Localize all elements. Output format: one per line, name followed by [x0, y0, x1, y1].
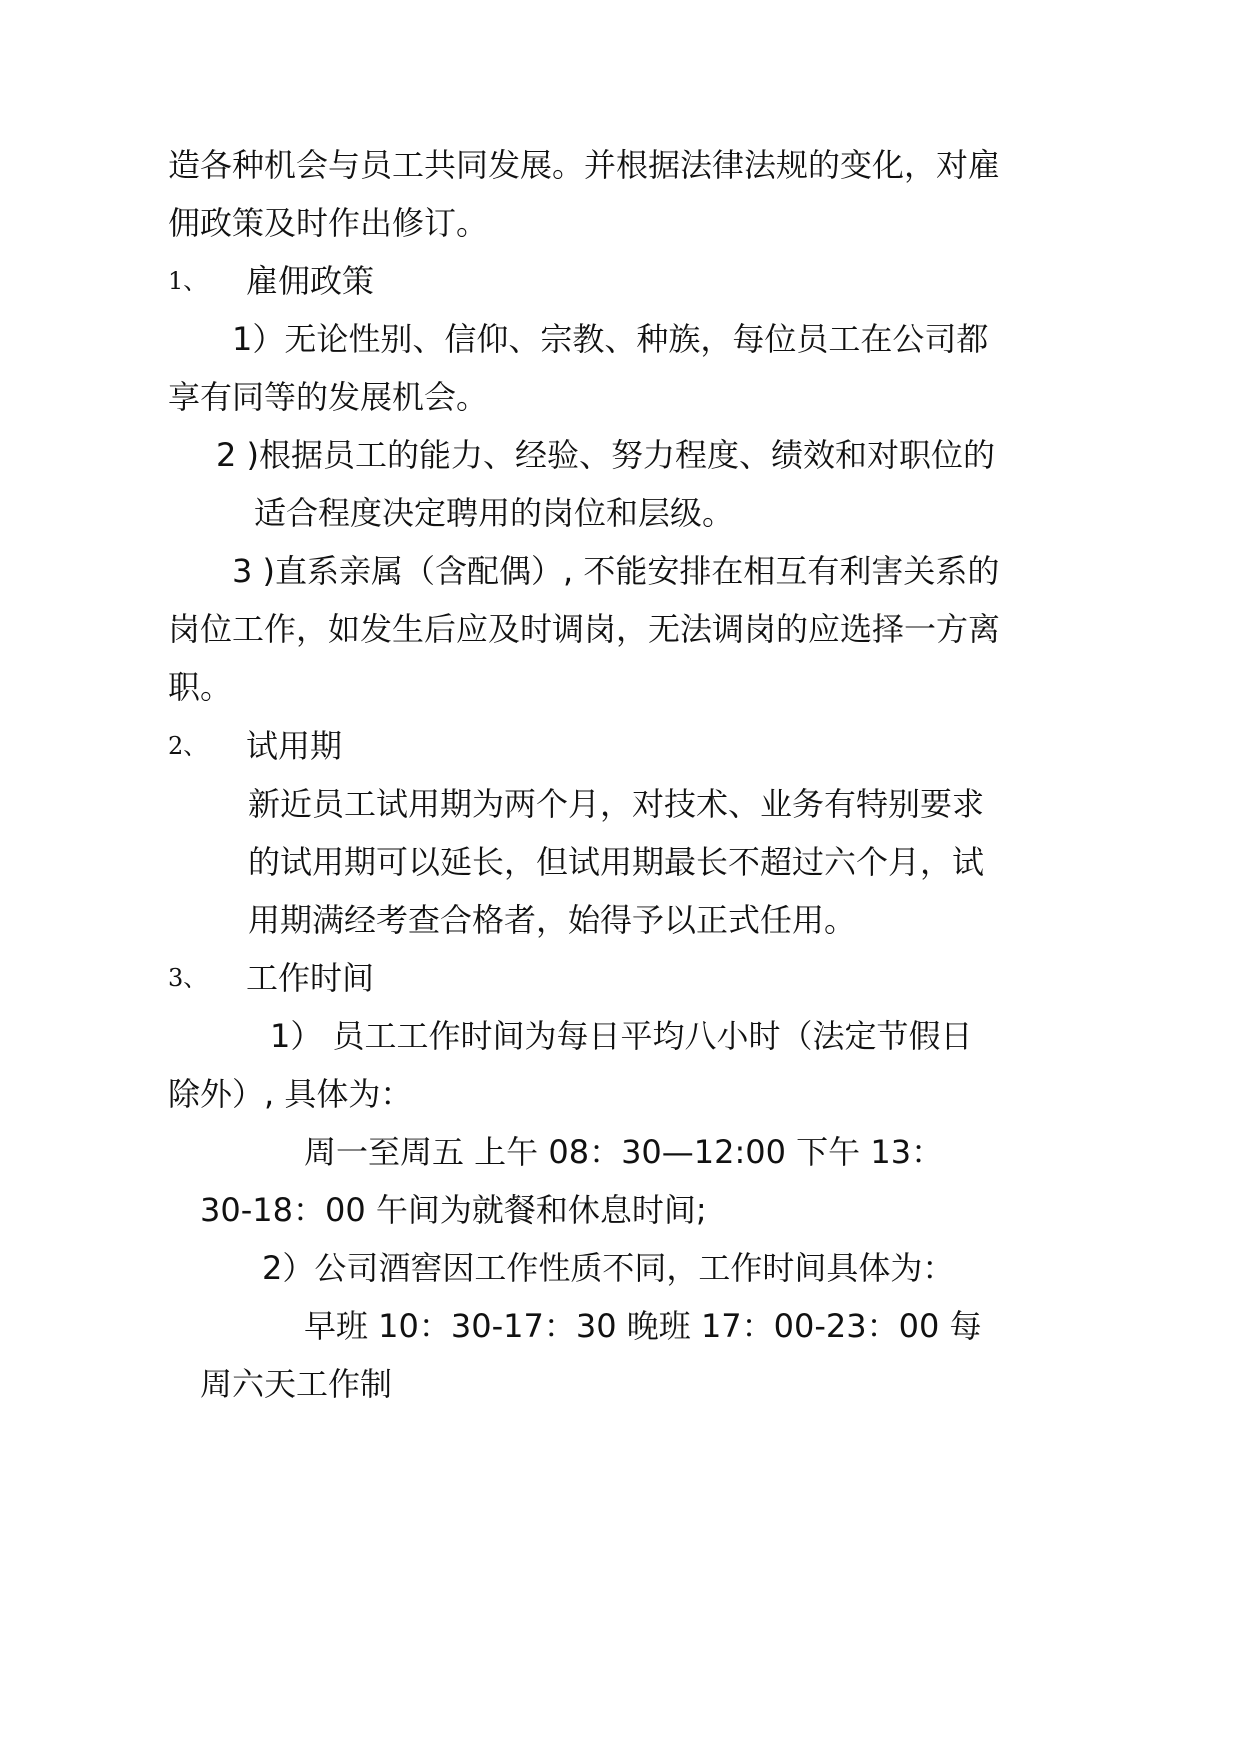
section-number: 1、: [168, 267, 208, 295]
section-number: 3、: [168, 964, 208, 992]
paragraph-line: 除外）, 具体为：: [168, 1075, 413, 1113]
paragraph-line: 早班 10：30-17：30 晚班 17：00-23：00 每: [304, 1307, 982, 1345]
paragraph-line: 周六天工作制: [200, 1365, 393, 1403]
paragraph-line: 周一至周五 上午 08：30—12:00 下午 13：: [304, 1133, 944, 1171]
paragraph-line: 新近员工试用期为两个月，对技术、业务有特别要求: [248, 785, 985, 823]
paragraph-line: 造各种机会与员工共同发展。并根据法律法规的变化，对雇: [168, 146, 1001, 184]
paragraph-line: 的试用期可以延长，但试用期最长不超过六个月，试: [248, 843, 985, 881]
paragraph-line: 3 )直系亲属（含配偶）, 不能安排在相互有利害关系的: [232, 552, 1000, 590]
paragraph-line: 享有同等的发展机会。: [168, 378, 489, 416]
paragraph-line: 2）公司酒窖因工作性质不同，工作时间具体为：: [262, 1249, 955, 1287]
section-title: 工作时间: [246, 959, 375, 997]
section-number: 2、: [168, 732, 208, 760]
section-title: 试用期: [246, 727, 343, 765]
paragraph-line: 职。: [168, 668, 233, 706]
section-title: 雇佣政策: [246, 262, 375, 300]
paragraph-line: 适合程度决定聘用的岗位和层级。: [254, 494, 735, 532]
paragraph-line: 用期满经考查合格者，始得予以正式任用。: [248, 901, 857, 939]
paragraph-line: 1） 员工工作时间为每日平均八小时（法定节假日: [270, 1017, 973, 1055]
paragraph-line: 1）无论性别、信仰、宗教、种族，每位员工在公司都: [232, 320, 989, 358]
paragraph-line: 30-18：00 午间为就餐和休息时间;: [200, 1191, 707, 1229]
paragraph-line: 2 )根据员工的能力、经验、努力程度、绩效和对职位的: [216, 436, 996, 474]
paragraph-line: 岗位工作，如发生后应及时调岗，无法调岗的应选择一方离: [168, 610, 1001, 648]
paragraph-line: 佣政策及时作出修订。: [168, 204, 489, 242]
